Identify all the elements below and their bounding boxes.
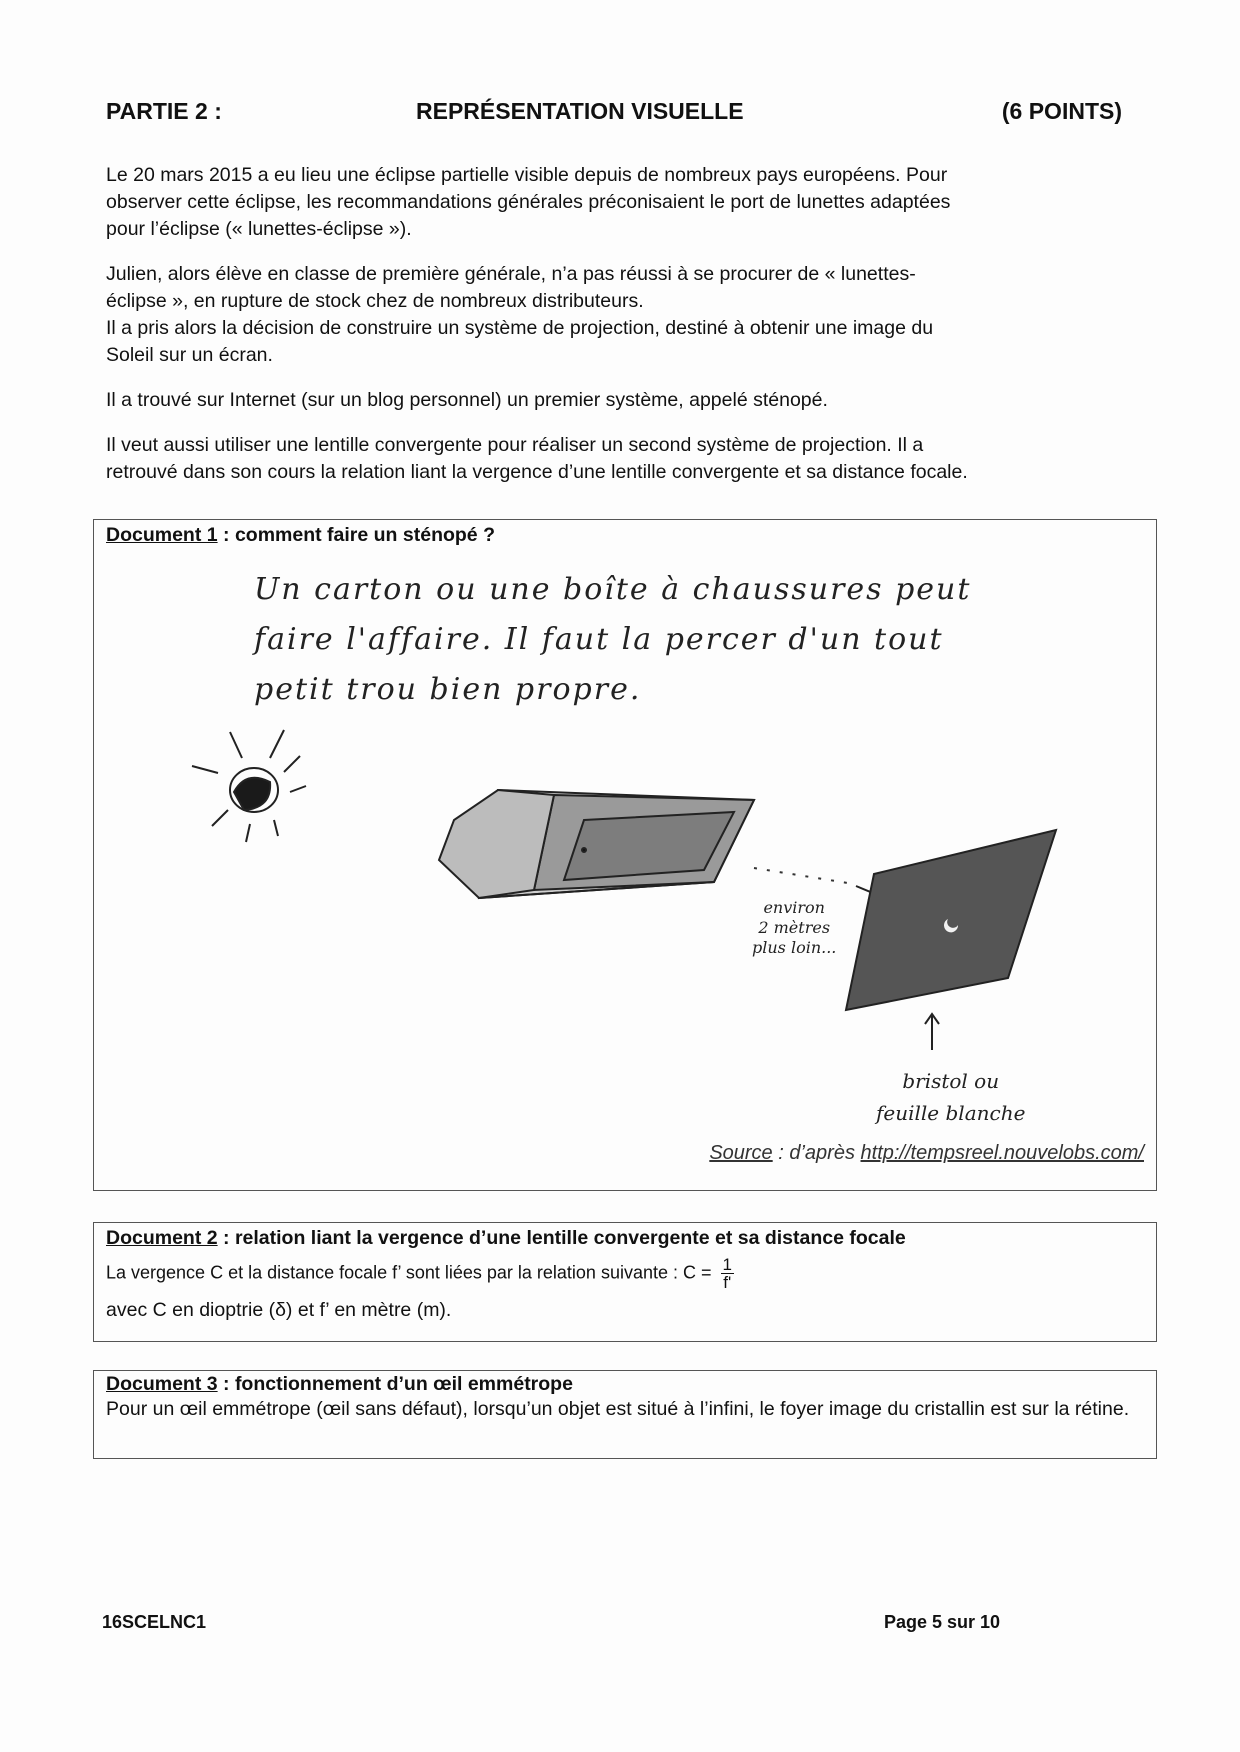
part-label: PARTIE 2 : (106, 98, 222, 124)
annotation-line: bristol ou (902, 1069, 1000, 1093)
annotation-line: 2 mètres (758, 918, 831, 937)
annotation-line: plus loin... (752, 938, 837, 957)
document-2-label: Document 2 (106, 1227, 218, 1249)
handwritten-line: Un carton ou une boîte à chaussures peut (254, 572, 972, 607)
document-1-heading: : comment faire un sténopé ? (217, 524, 495, 546)
document-2-title (106, 1227, 1144, 1250)
source-prefix: : d’après (772, 1142, 861, 1164)
intro-text (106, 162, 1148, 504)
page-header (106, 98, 1122, 132)
intro-paragraph-2 (106, 261, 1148, 369)
document-1-box (93, 519, 1157, 1191)
document-3-body: Pour un œil emmétrope (œil sans défaut), lorsqu’un objet est situé à l’infini, le foyer image du cristallin est sur la rétine. (106, 1398, 1130, 1420)
up-arrow-icon (925, 1014, 939, 1050)
light-path (754, 868, 854, 884)
exam-code: 16SCELNC1 (102, 1612, 207, 1632)
text-line: observer cette éclipse, les recommandations générales préconisaient le port de lunettes adaptées (106, 191, 951, 213)
part-points: (6 POINTS) (1001, 98, 1122, 124)
document-3-title (106, 1373, 1144, 1396)
text-line: Julien, alors élève en classe de première générale, n’a pas réussi à se procurer de « lunettes- (106, 263, 916, 285)
distance-annotation (752, 898, 836, 958)
text-line: Il a pris alors la décision de construire un système de projection, destiné à obtenir une image du (106, 317, 934, 339)
text-line: Le 20 mars 2015 a eu lieu une éclipse partielle visible depuis de nombreux pays européens. Pour (106, 164, 948, 186)
document-3-box (93, 1370, 1157, 1459)
source-link[interactable]: http://tempsreel.nouvelobs.com/ (860, 1142, 1144, 1164)
projection-screen (846, 830, 1056, 1010)
document-2-body (106, 1256, 1144, 1291)
source-label: Source (709, 1142, 773, 1164)
annotation-line: feuille blanche (876, 1101, 1026, 1125)
sun-icon (192, 730, 306, 842)
document-2-heading: : relation liant la vergence d’une lentille convergente et sa distance focale (217, 1227, 906, 1249)
intro-paragraph-4 (106, 432, 1148, 486)
fraction-numerator: 1 (722, 1255, 732, 1274)
relation-text: La vergence C et la distance focale f’ sont liées par la relation suivante : C = (106, 1262, 717, 1283)
screen-annotation (876, 1065, 1025, 1129)
shoebox-drawing (439, 790, 754, 898)
intro-paragraph-1 (106, 162, 1148, 243)
fraction (721, 1256, 734, 1291)
handwritten-line: petit trou bien propre. (254, 672, 642, 707)
document-1-label: Document 1 (106, 524, 218, 546)
annotation-line: environ (763, 898, 825, 917)
intro-paragraph-3 (106, 387, 1148, 414)
text-line: pour l’éclipse (« lunettes-éclipse »). (106, 218, 412, 240)
text-line: retrouvé dans son cours la relation liant la vergence d’une lentille convergente et sa distance focale. (106, 461, 968, 483)
part-title: REPRÉSENTATION VISUELLE (416, 98, 744, 124)
source-citation (709, 1142, 1144, 1165)
text-line: éclipse », en rupture de stock chez de nombreux distributeurs. (106, 290, 644, 312)
document-3-label: Document 3 (106, 1373, 218, 1395)
units-text: avec C en dioptrie (δ) et f’ en mètre (m). (106, 1299, 452, 1321)
text-line: Il veut aussi utiliser une lentille convergente pour réaliser un second système de projection. Il a (106, 434, 924, 456)
document-3-heading: : fonctionnement d’un œil emmétrope (217, 1373, 573, 1395)
text-line: Soleil sur un écran. (106, 344, 273, 366)
fraction-denominator: f' (723, 1273, 732, 1292)
page-number: Page 5 sur 10 (884, 1612, 1001, 1632)
text-line: Il a trouvé sur Internet (sur un blog personnel) un premier système, appelé sténopé. (106, 389, 828, 411)
handwritten-line: faire l'affaire. Il faut la percer d'un tout (254, 622, 944, 657)
document-2-box (93, 1222, 1157, 1342)
